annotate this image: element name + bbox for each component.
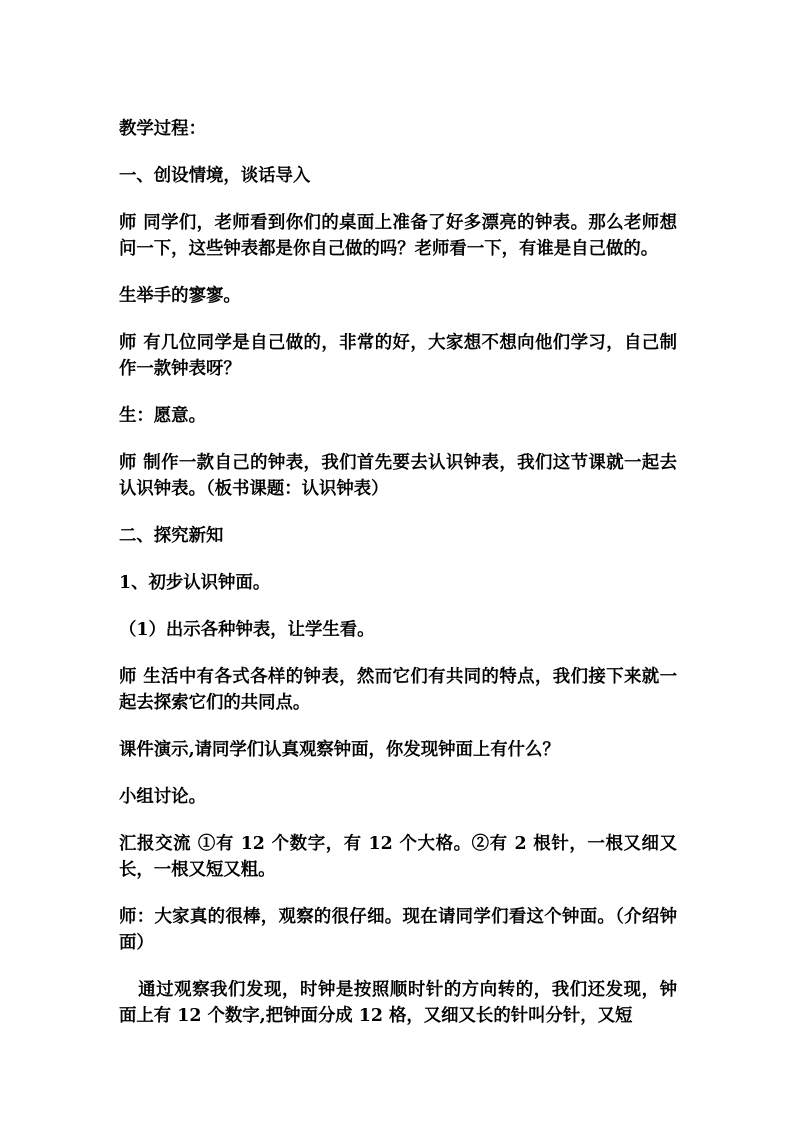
paragraph-gap — [119, 142, 677, 163]
paragraph-gap — [119, 382, 677, 403]
paragraph-gap — [119, 763, 677, 784]
paragraph-teacher-4: 师 生活中有各式各样的钟表，然而它们有共同的特点，我们接下来就一起去探索它们的共同点。 — [119, 667, 677, 713]
document-page — [119, 116, 677, 1029]
paragraph-gap — [119, 262, 677, 283]
paragraph-teacher-2: 师 有几位同学是自己做的，非常的好，大家想不想向他们学习，自己制作一款钟表呀？ — [119, 333, 677, 379]
paragraph-gap — [119, 429, 677, 450]
paragraph-group-discussion: 小组讨论。 — [119, 787, 206, 807]
paragraph-teacher-3: 师 制作一款自己的钟表，我们首先要去认识钟表，我们这节课就一起去认识钟表。（板书课题：认识钟表） — [119, 453, 677, 499]
section-heading-explore: 二、探究新知 — [119, 526, 224, 546]
subheading-clock-face: 1、初步认识钟面。 — [119, 573, 271, 593]
paragraph-student-2: 生：愿意。 — [119, 406, 206, 426]
paragraph-gap — [119, 309, 677, 330]
subitem-show-clocks: （1）出示各种钟表，让学生看。 — [119, 620, 375, 640]
paragraph-gap — [119, 643, 677, 664]
paragraph-gap — [119, 716, 677, 737]
paragraph-gap — [119, 956, 677, 977]
paragraph-gap — [119, 596, 677, 617]
paragraph-student-1: 生举手的寥寥。 — [119, 286, 241, 306]
paragraph-report-exchange: 汇报交流 ①有 12 个数字，有 12 个大格。②有 2 根针，一根又细又长，一根又短又粗。 — [119, 834, 677, 880]
paragraph-gap — [119, 549, 677, 570]
paragraph-gap — [119, 810, 677, 831]
paragraph-teacher-1: 师 同学们，老师看到你们的桌面上准备了好多漂亮的钟表。那么老师想问一下，这些钟表都是你自己做的吗？老师看一下，有谁是自己做的。 — [119, 213, 677, 259]
paragraph-gap — [119, 189, 677, 210]
paragraph-gap — [119, 502, 677, 523]
paragraph-observation: 通过观察我们发现，时钟是按照顺时针的方向转的，我们还发现，钟面上有 12 个数字,把钟面分成 12 格，又细又长的针叫分针，又短 — [119, 980, 677, 1026]
paragraph-teacher-5: 师：大家真的很棒，观察的很仔细。现在请同学们看这个钟面。（介绍钟面） — [119, 907, 677, 953]
section-heading-teaching-process: 教学过程： — [119, 119, 206, 139]
section-heading-intro: 一、创设情境，谈话导入 — [119, 166, 311, 186]
paragraph-courseware-demo: 课件演示,请同学们认真观察钟面，你发现钟面上有什么？ — [119, 740, 560, 760]
paragraph-gap — [119, 883, 677, 904]
